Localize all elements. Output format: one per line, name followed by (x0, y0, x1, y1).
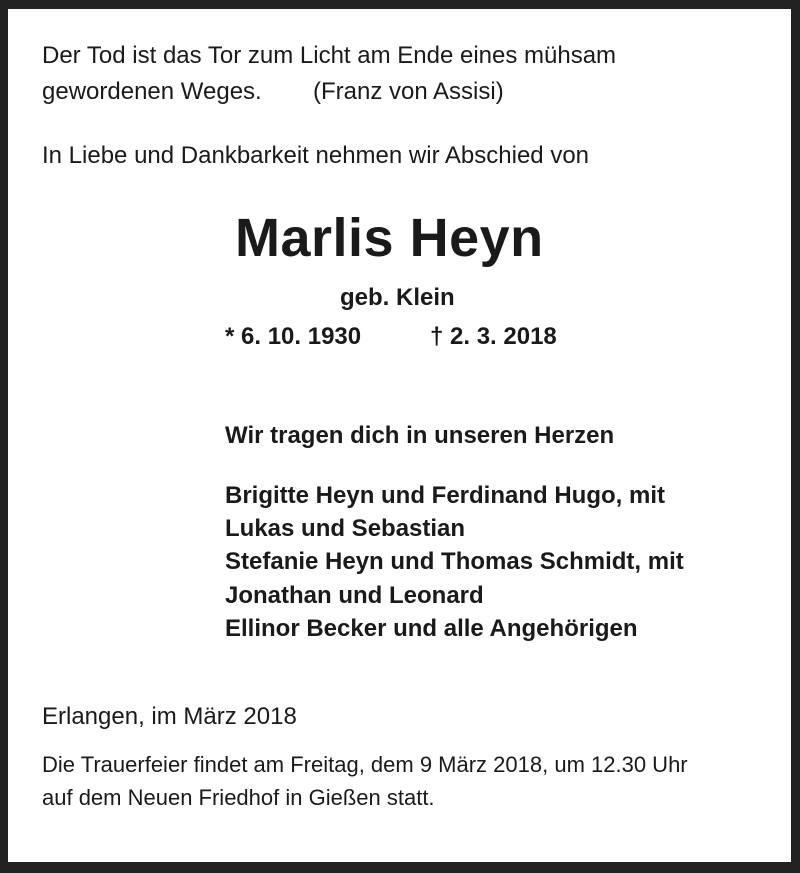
mourner-line: Stefanie Heyn und Thomas Schmidt, mit (225, 548, 684, 575)
motto-text: Wir tragen dich in unseren Herzen (225, 422, 615, 449)
mourner-line: Lukas und Sebastian (225, 515, 466, 542)
funeral-info-line-2: auf dem Neuen Friedhof in Gießen statt. (42, 785, 435, 810)
intro-text: In Liebe und Dankbarkeit nehmen wir Abschied von (42, 142, 590, 169)
place-date: Erlangen, im März 2018 (42, 703, 297, 730)
deceased-name: Marlis Heyn (235, 208, 544, 268)
mourner-line: Brigitte Heyn und Ferdinand Hugo, mit (225, 482, 665, 509)
mourner-line: Ellinor Becker und alle Angehörigen (225, 615, 638, 642)
funeral-info-line-1: Die Trauerfeier findet am Freitag, dem 9 März 2018, um 12.30 Uhr (42, 752, 688, 777)
mourner-line: Jonathan und Leonard (225, 582, 484, 609)
quote-line-2: gewordenen Weges. (42, 78, 262, 105)
death-date: † 2. 3. 2018 (430, 323, 557, 350)
birth-date: * 6. 10. 1930 (225, 323, 362, 350)
quote-author: (Franz von Assisi) (313, 78, 504, 105)
birth-name: geb. Klein (340, 284, 455, 311)
quote-line-1: Der Tod ist das Tor zum Licht am Ende eines mühsam (42, 42, 617, 69)
